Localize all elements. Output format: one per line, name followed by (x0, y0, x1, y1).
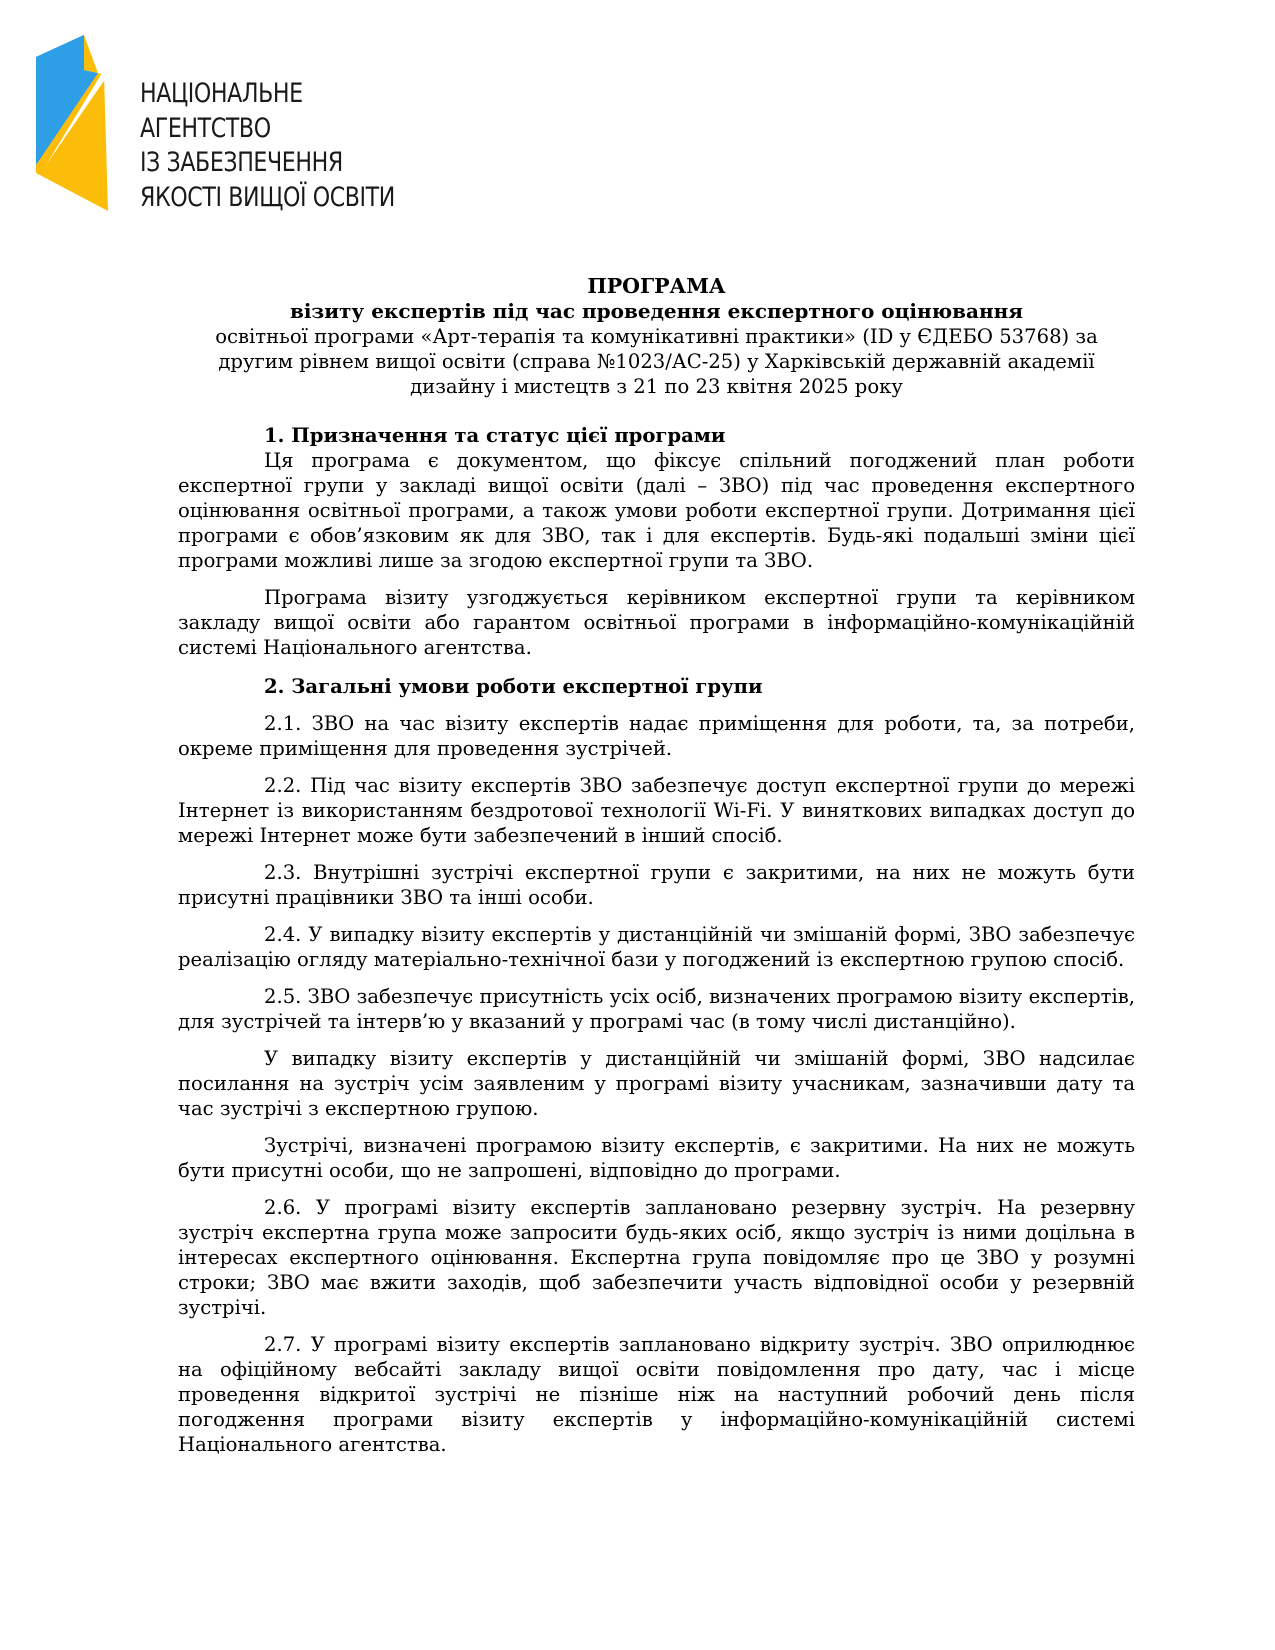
section-1-paragraph-2: Програма візиту узгоджується керівником експертної групи та керівником закладу вищої освіти або гарантом освітньої програми в інформаційно-комунікаційній системі Національного агентства. (178, 586, 1135, 659)
clause-2-2: 2.2. Під час візиту експертів ЗВО забезпечує доступ експертної групи до мережі Інтернет із використанням бездротової технології Wi-Fi. У виняткових випадках доступ до мережі Інтернет може бути забезпечений в інший спосіб. (178, 774, 1135, 847)
agency-name-line-1: НАЦІОНАЛЬНЕ (140, 78, 303, 109)
document-body (178, 274, 1135, 1457)
document-subtitle: візиту експертів під час проведення експертного оцінювання (289, 299, 1024, 323)
clause-2-5: 2.5. ЗВО забезпечує присутність усіх осіб, визначених програмою візиту експертів, для зустрічей та інтерв’ю у вказаний у програмі час (в тому числі дистанційно). (178, 985, 1135, 1033)
agency-logo (36, 35, 396, 225)
agency-name (140, 77, 395, 215)
logo-mark-icon (36, 35, 116, 215)
clause-2-6: 2.6. У програмі візиту експертів заплановано резервну зустріч. На резервну зустріч експертна група може запросити будь-яких осіб, якщо зустріч із ними доцільна в інтересах експертного оцінювання. Експертна група повідомляє про це ЗВО у розумні строки; ЗВО має вжити заходів, щоб забезпечити участь відповідної особи у резервній зустрічі. (178, 1196, 1135, 1319)
document-title: ПРОГРАМА (587, 274, 726, 298)
clause-2-7: 2.7. У програмі візиту експертів заплановано відкриту зустріч. ЗВО оприлюднює на офіційному вебсайті закладу вищої освіти повідомлення про дату, час і місце проведення відкритої зустрічі не пізніше ніж на наступний робочий день після погодження програми візиту експертів у інформаційно-комунікаційній системі Національного агентства. (178, 1333, 1135, 1456)
clause-2-1: 2.1. ЗВО на час візиту експертів надає приміщення для роботи, та, за потреби, окреме приміщення для проведення зустрічей. (178, 712, 1135, 760)
section-1-heading: 1. Призначення та статус цієї програми (264, 424, 726, 447)
clause-2-5-remote: У випадку візиту експертів у дистанційній чи змішаній формі, ЗВО надсилає посилання на зустріч усім заявленим у програмі візиту учасникам, зазначивши дату та час зустрічі з експертною групою. (178, 1047, 1135, 1120)
agency-name-line-3: ІЗ ЗАБЕЗПЕЧЕННЯ (140, 147, 343, 178)
section-1-paragraph-1: Ця програма є документом, що фіксує спільний погоджений план роботи експертної групи у закладі вищої освіти (далі – ЗВО) під час проведення експертного оцінювання освітньої програми, а також умови роботи експертної групи. Дотримання цієї програми є обов’язковим як для ЗВО, так і для експертів. Будь-які подальші зміни цієї програми можливі лише за згодою експертної групи та ЗВО. (178, 449, 1135, 572)
clause-2-3: 2.3. Внутрішні зустрічі експертної групи є закритими, на них не можуть бути присутні працівники ЗВО та інші особи. (178, 861, 1135, 909)
section-2-heading: 2. Загальні умови роботи експертної групи (264, 675, 763, 698)
clause-2-4: 2.4. У випадку візиту експертів у дистанційній чи змішаній формі, ЗВО забезпечує реалізацію огляду матеріально-технічної бази у погоджений із експертною групою спосіб. (178, 923, 1135, 971)
agency-name-line-4: ЯКОСТІ ВИЩОЇ ОСВІТИ (140, 181, 395, 213)
document-description: освітньої програми «Арт-терапія та комунікативні практики» (ID у ЄДЕБО 53768) за другим рівнем вищої освіти (справа №1023/АС-25) у Харківській державній академії дизайну і мистецтв з 21 по 23 квітня 2025 року (215, 325, 1098, 398)
clause-2-5-closed: Зустрічі, визначені програмою візиту експертів, є закритими. На них не можуть бути присутні особи, що не запрошені, відповідно до програми. (178, 1134, 1135, 1182)
agency-name-line-2: АГЕНТСТВО (140, 112, 271, 144)
